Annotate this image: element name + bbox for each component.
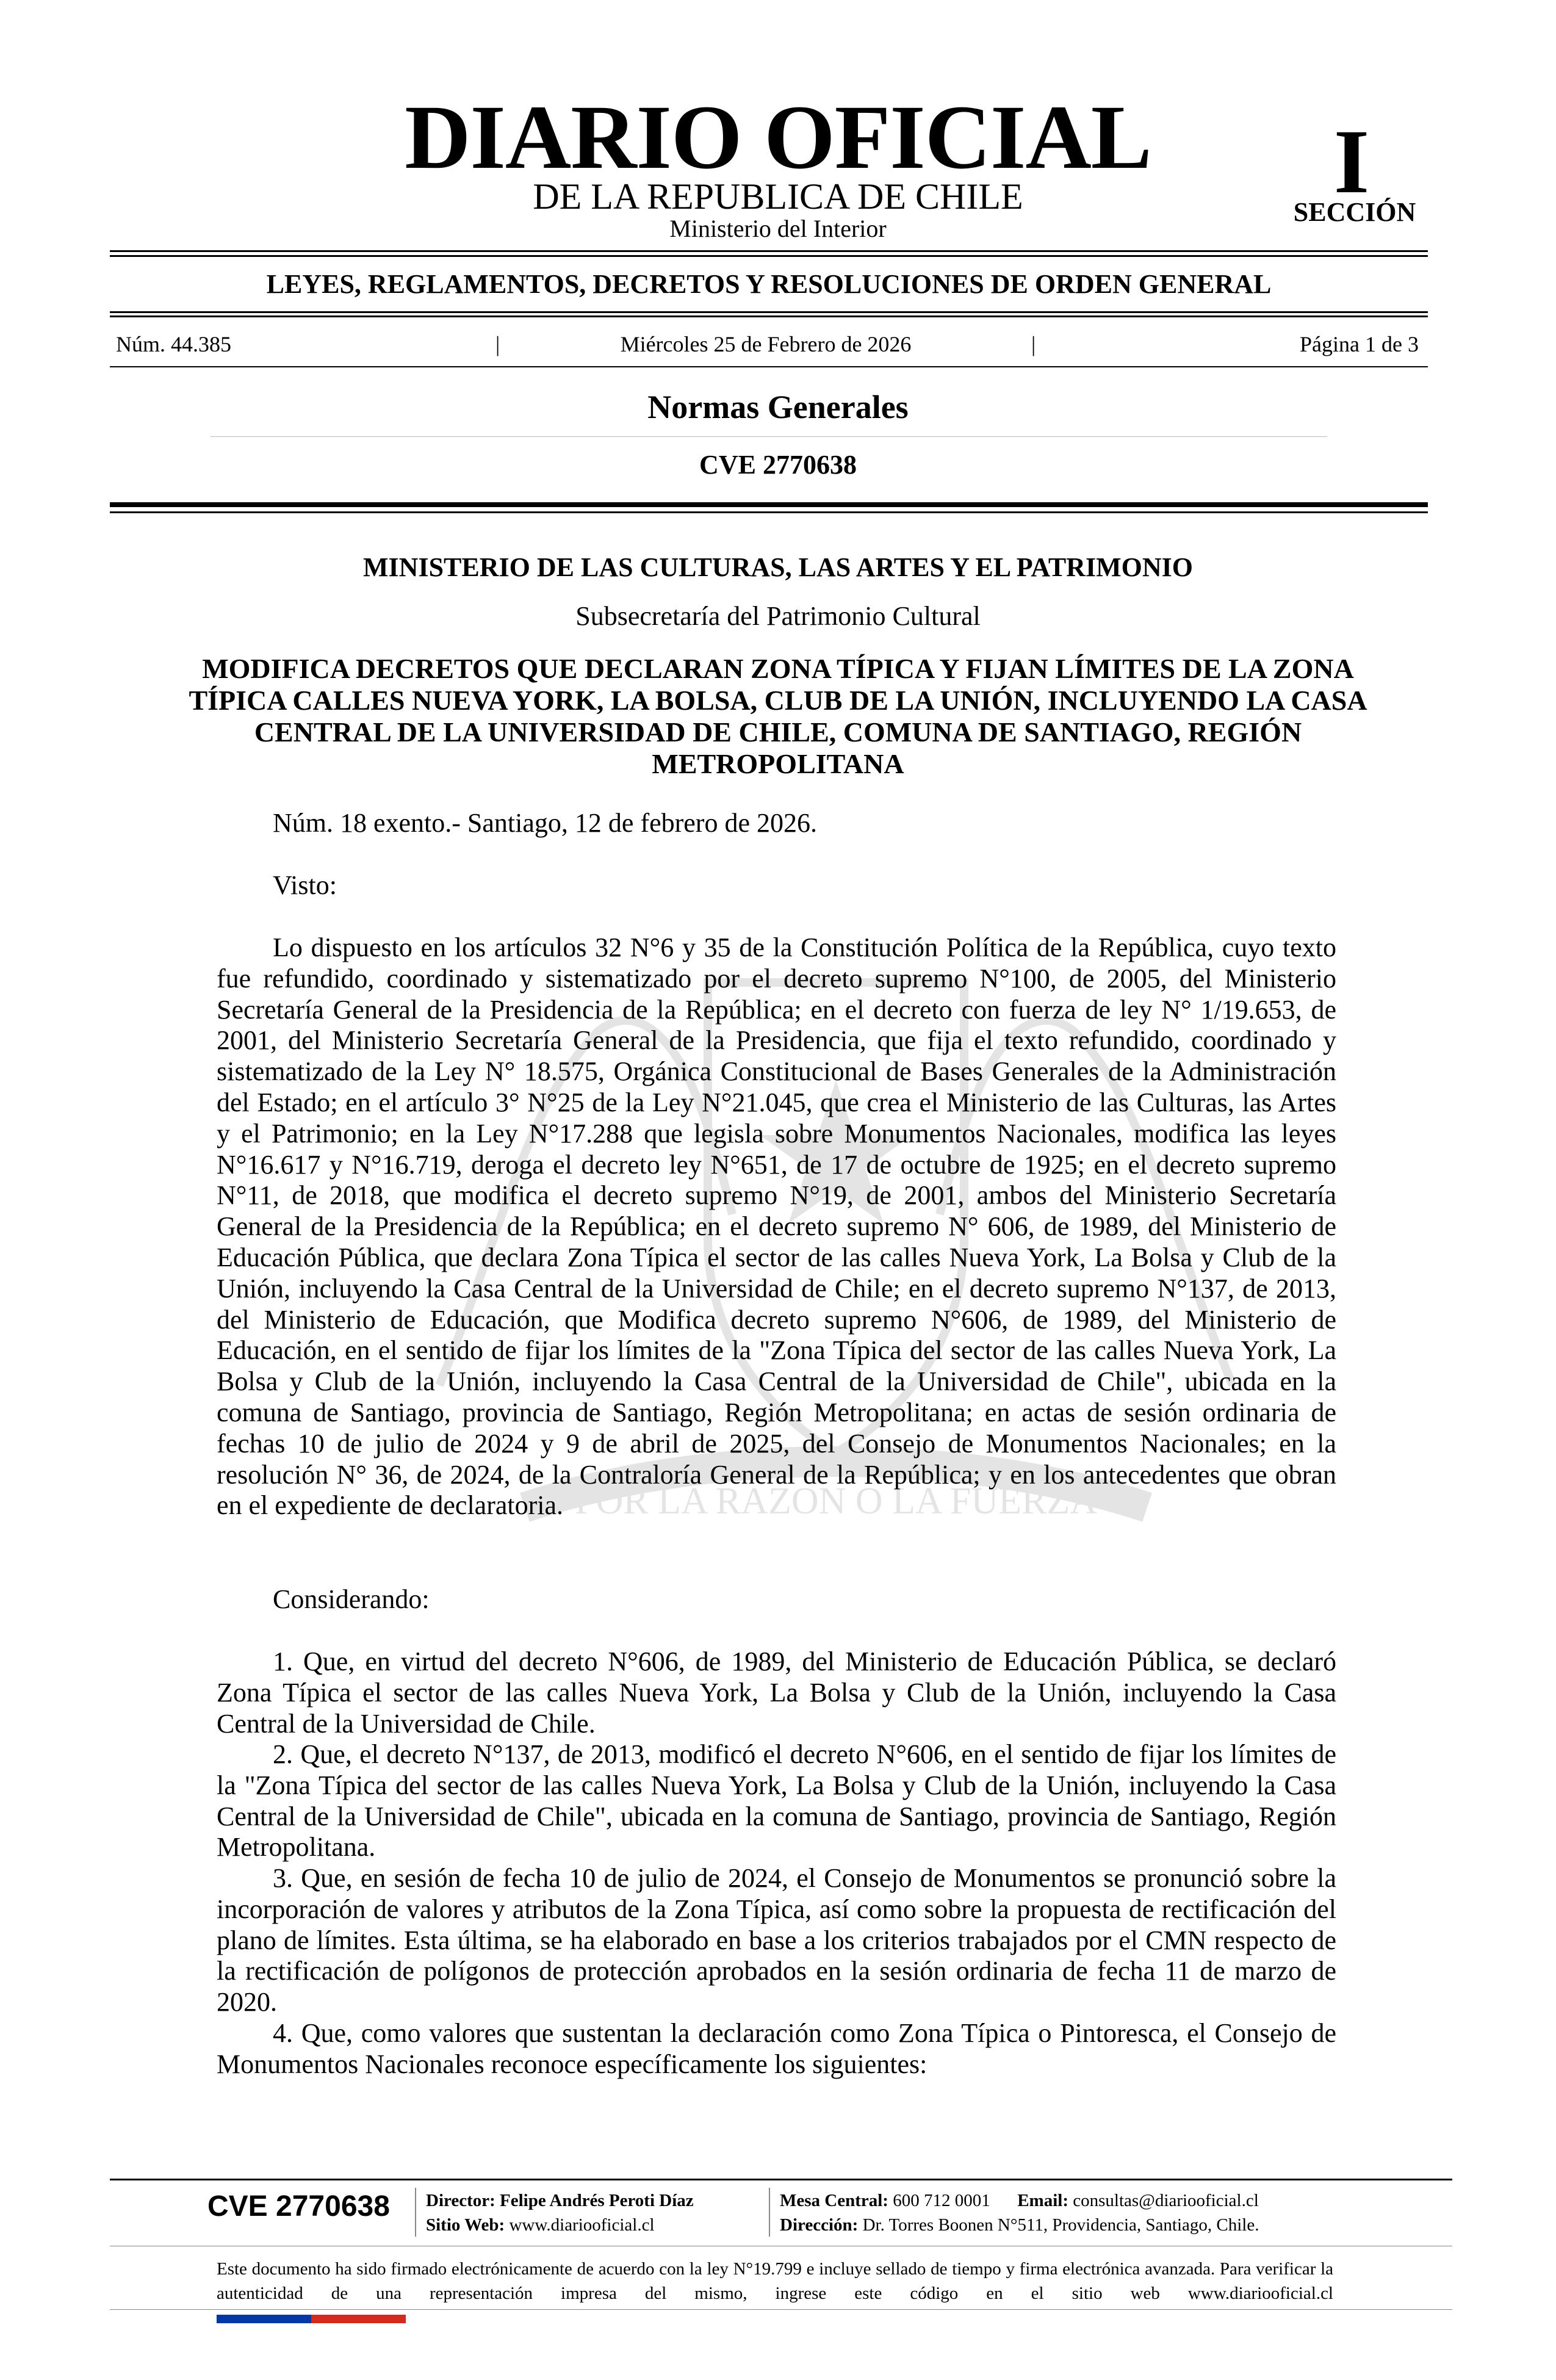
section-title: Normas Generales: [647, 389, 909, 425]
section-title-rule: [211, 436, 1327, 437]
footer-mesa-central: Mesa Central: 600 712 0001 Email: consultas@diariooficial.cl: [780, 2191, 1259, 2210]
issue-number: Núm. 44.385: [116, 332, 231, 356]
masthead-rule-1: [110, 250, 1428, 252]
newspaper-title: DIARIO OFICIAL: [405, 87, 1151, 188]
flag-stripe-blue: [217, 2315, 311, 2323]
issue-separator: |: [495, 332, 500, 356]
footer-cve-code: CVE 2770638: [207, 2190, 390, 2223]
footer-address: Dirección: Dr. Torres Boonen N°511, Providencia, Santiago, Chile.: [780, 2215, 1259, 2235]
header-bottom-rule-1: [110, 502, 1428, 507]
newspaper-subtitle: DE LA REPUBLICA DE CHILE: [533, 176, 1023, 217]
issue-rule: [110, 366, 1428, 367]
category-rule-2: [110, 316, 1428, 317]
footer-website-link[interactable]: www.diariooficial.cl: [509, 2215, 655, 2235]
decree-title: MODIFICA DECRETOS QUE DECLARAN ZONA TÍPICA Y FIJAN LÍMITES DE LA ZONA TÍPICA CALLES NUEVA YORK, LA BOLSA, CLUB DE LA UNIÓN, INCLUYENDO LA CASA CENTRAL DE LA UNIVERSIDAD DE CHILE, COMUNA DE SANTIAGO, REGIÓN METROPOLITANA: [189, 653, 1367, 779]
issue-date: Miércoles 25 de Febrero de 2026: [620, 332, 912, 356]
decree-number-line: Núm. 18 exento.- Santiago, 12 de febrero de 2026.: [273, 808, 817, 838]
visto-paragraph: Lo dispuesto en los artículos 32 N°6 y 35 de la Constitución Política de la República, cuyo texto fue refundido, coordinado y sistematizado por el decreto supremo N°100, de 2005, del Ministerio Secretaría General de la Presidencia de la República; en el decreto con fuerza de ley N° 1/19.653, de 2001, del Ministerio Secretaría General de la Presidencia, que fija el texto refundido, coordinado y sistematizado de la Ley N° 18.575, Orgánica Constitucional de Bases Generales de la Administración del Estado; en el artículo 3° N°25 de la Ley N°21.045, que crea el Ministerio de las Culturas, las Artes y el Patrimonio; en la Ley N°17.288 que legisla sobre Monumentos Nacionales, modifica las leyes N°16.617 y N°16.719, deroga el decreto ley N°651, de 17 de octubre de 1925; en el decreto supremo N°11, de 2018, que modifica el decreto supremo N°19, de 2001, ambos del Ministerio Secretaría General de la Presidencia de la República; en el decreto supremo N° 606, de 1989, del Ministerio de Educación Pública, que declara Zona Típica el sector de las calles Nueva York, La Bolsa y Club de la Unión, incluyendo la Casa Central de la Universidad de Chile; en el decreto supremo N°137, de 2013, del Ministerio de Educación, que Modifica decreto supremo N°606, de 1989, del Ministerio de Educación, en el sentido de fijar los límites de la "Zona Típica del sector de las calles Nueva York, La Bolsa y Club de la Unión, incluyendo la Casa Central de la Universidad de Chile", ubicada en la comuna de Santiago, provincia de Santiago, Región Metropolitana; en actas de sesión ordinaria de fechas 10 de julio de 2024 y 9 de abril de 2025, del Consejo de Monumentos Nacionales; en la resolución N° 36, de 2024, de la Contraloría General de la República; y en los antecedentes que obran en el expediente de declaratoria.: [217, 932, 1336, 1521]
section-numeral: I: [1333, 111, 1370, 212]
category-heading: LEYES, REGLAMENTOS, DECRETOS Y RESOLUCIONES DE ORDEN GENERAL: [266, 269, 1272, 299]
visto-heading: Visto:: [273, 870, 337, 900]
issuing-ministry: MINISTERIO DE LAS CULTURAS, LAS ARTES Y EL PATRIMONIO: [363, 552, 1193, 582]
section-label: SECCIÓN: [1293, 197, 1416, 227]
header-bottom-rule-2: [110, 511, 1428, 513]
newspaper-ministry: Ministerio del Interior: [669, 215, 887, 242]
cve-code: CVE 2770638: [699, 450, 857, 480]
footer-fine-print: Este documento ha sido firmado electrónicamente de acuerdo con la ley N°19.799 e incluye sellado de tiempo y firma electrónica avanzada. Para verificar la autenticidad de una representación impresa del mismo, ingrese este código en el sitio web www.diariooficial.cl: [217, 2259, 1333, 2303]
issuing-subsecretaria: Subsecretaría del Patrimonio Cultural: [575, 601, 981, 631]
footer-divider-1: [415, 2188, 416, 2237]
category-rule-1: [110, 311, 1428, 313]
considerando-item-4: 4. Que, como valores que sustentan la declaración como Zona Típica o Pintoresca, el Consejo de Monumentos Nacionales reconoce específicamente los siguientes:: [217, 2018, 1336, 2079]
considerando-item-2: 2. Que, el decreto N°137, de 2013, modificó el decreto N°606, en el sentido de fijar los límites de la "Zona Típica del sector de las calles Nueva York, La Bolsa y Club de la Unión, incluyendo la Casa Central de la Universidad de Chile", ubicada en la comuna de Santiago, provincia de Santiago, Región Metropolitana.: [217, 1739, 1336, 1863]
considerando-heading: Considerando:: [273, 1584, 430, 1614]
considerando-item-1: 1. Que, en virtud del decreto N°606, de 1989, del Ministerio de Educación Pública, se declaró Zona Típica el sector de las calles Nueva York, La Bolsa y Club de la Unión, incluyendo la Casa Central de la Universidad de Chile.: [217, 1646, 1336, 1739]
considerando-item-3: 3. Que, en sesión de fecha 10 de julio de 2024, el Consejo de Monumentos se pronunció sobre la incorporación de valores y atributos de la Zona Típica, así como sobre la propuesta de rectificación del plano de límites. Esta última, se ha elaborado en base a los criterios trabajados por el CMN respecto de la rectificación de polígonos de protección aprobados en la sesión ordinaria de fecha 11 de marzo de 2020.: [217, 1863, 1336, 2018]
footer-website: Sitio Web: www.diariooficial.cl: [426, 2215, 655, 2235]
footer-rule-bottom: [110, 2309, 1452, 2310]
coat-of-arms-motto: POR LA RAZON O LA FUERZA: [574, 1480, 1098, 1522]
footer-rule-top: [110, 2179, 1452, 2180]
flag-stripe-red: [311, 2315, 406, 2323]
issue-page: Página 1 de 3: [1300, 332, 1419, 356]
masthead-rule-2: [110, 255, 1428, 257]
footer-director: Director: Felipe Andrés Peroti Díaz: [426, 2191, 694, 2210]
footer-divider-2: [769, 2188, 770, 2237]
issue-separator: |: [1031, 332, 1036, 356]
footer-email-link[interactable]: consultas@diariooficial.cl: [1073, 2191, 1259, 2210]
